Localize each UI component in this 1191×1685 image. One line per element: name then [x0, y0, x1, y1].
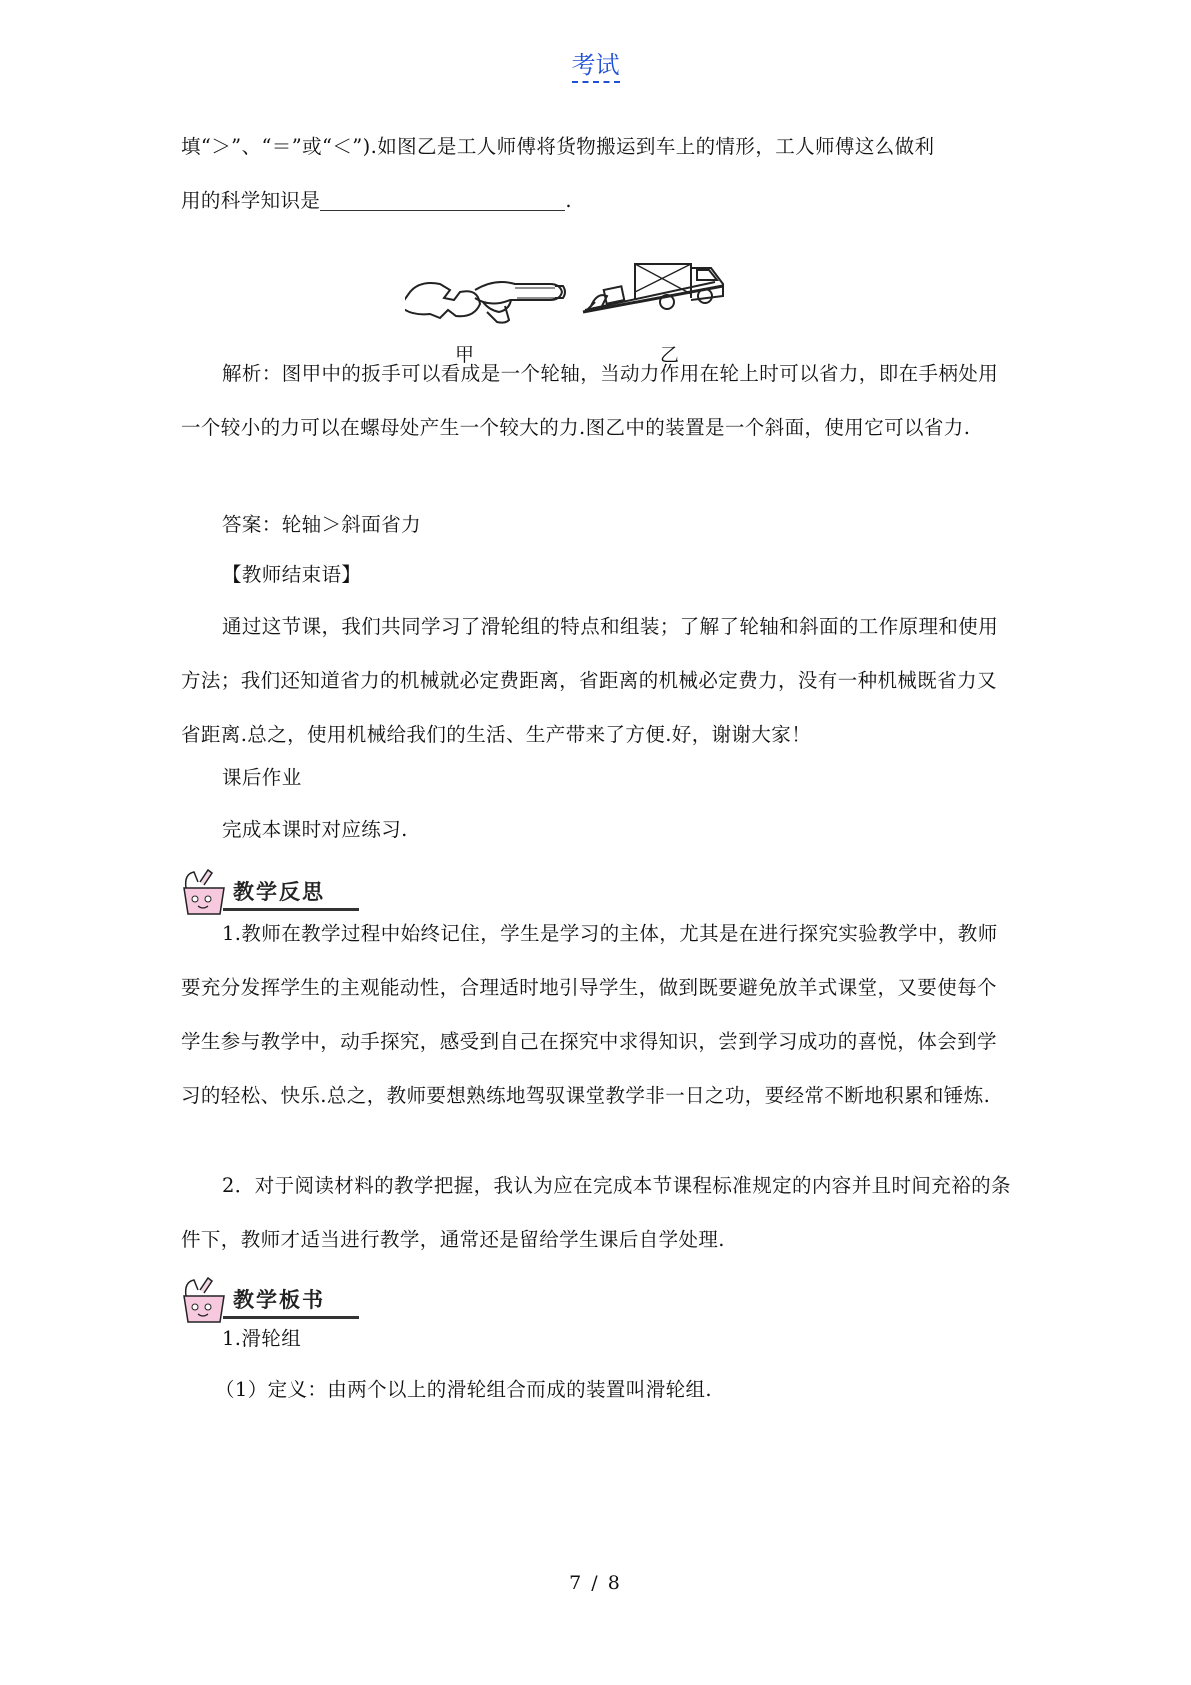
header-link[interactable]: 考试 [572, 51, 620, 83]
reflection-paragraph-2: 2．对于阅读材料的教学把握，我认为应在完成本节课程标准规定的内容并且时间充裕的条件下，教师才适当进行教学，通常还是留给学生课后自学处理. [181, 1174, 1011, 1251]
figure-label-right: 乙 [660, 344, 680, 366]
answer-blank [320, 190, 565, 211]
page-number: 7 / 8 [569, 1572, 622, 1594]
board-item-1: 1.滑轮组 [222, 1327, 302, 1350]
question-line-2 [181, 174, 1016, 228]
header [0, 45, 1191, 80]
answer-paragraph: 答案：轮轴＞斜面省力 [222, 513, 422, 536]
reflection-paragraph-1: 1.教师在教学过程中始终记住，学生是学习的主体，尤其是在进行探究实验教学中，教师要充分发挥学生的主观能动性，合理适时地引导学生，做到既要避免放羊式课堂，又要使每个学生参与教学中，动手探究，感受到自己在探究中求得知识，尝到学习成功的喜悦，体会到学习的轻松、快乐.总之，教师要想熟练地驾驭课堂教学非一日之功，要经常不断地积累和锤炼. [181, 922, 998, 1107]
question-line-1: 填“＞”、“＝”或“＜”).如图乙是工人师傅将货物搬运到车上的情形，工人师傅这么做利 [181, 135, 935, 158]
figure-label-left: 甲 [455, 344, 475, 366]
closing-title: 【教师结束语】 [222, 563, 362, 586]
wrench-illustration [405, 282, 565, 323]
closing-paragraph: 通过这节课，我们共同学习了滑轮组的特点和组装；了解了轮轴和斜面的工作原理和使用方法；我们还知道省力的机械就必定费距离，省距离的机械必定费力，没有一种机械既省力又省距离.总之，使用机械给我们的生活、生产带来了方便.好，谢谢大家！ [181, 615, 999, 746]
question-line-2-end: . [565, 189, 572, 212]
truck-ramp-illustration [583, 264, 723, 312]
question-line-2-text: 用的科学知识是 [181, 189, 321, 212]
section-title-board: 教学板书 [233, 1288, 325, 1312]
section-title-reflection: 教学反思 [233, 880, 325, 904]
homework-title: 课后作业 [222, 766, 302, 789]
analysis-paragraph: 解析：图甲中的扳手可以看成是一个轮轴，当动力作用在轮上时可以省力，即在手柄处用一个较小的力可以在螺母处产生一个较大的力.图乙中的装置是一个斜面，使用它可以省力. [181, 362, 999, 439]
homework-body: 完成本课时对应练习. [222, 818, 408, 841]
board-item-2: （1）定义：由两个以上的滑轮组合而成的装置叫滑轮组. [215, 1378, 713, 1401]
